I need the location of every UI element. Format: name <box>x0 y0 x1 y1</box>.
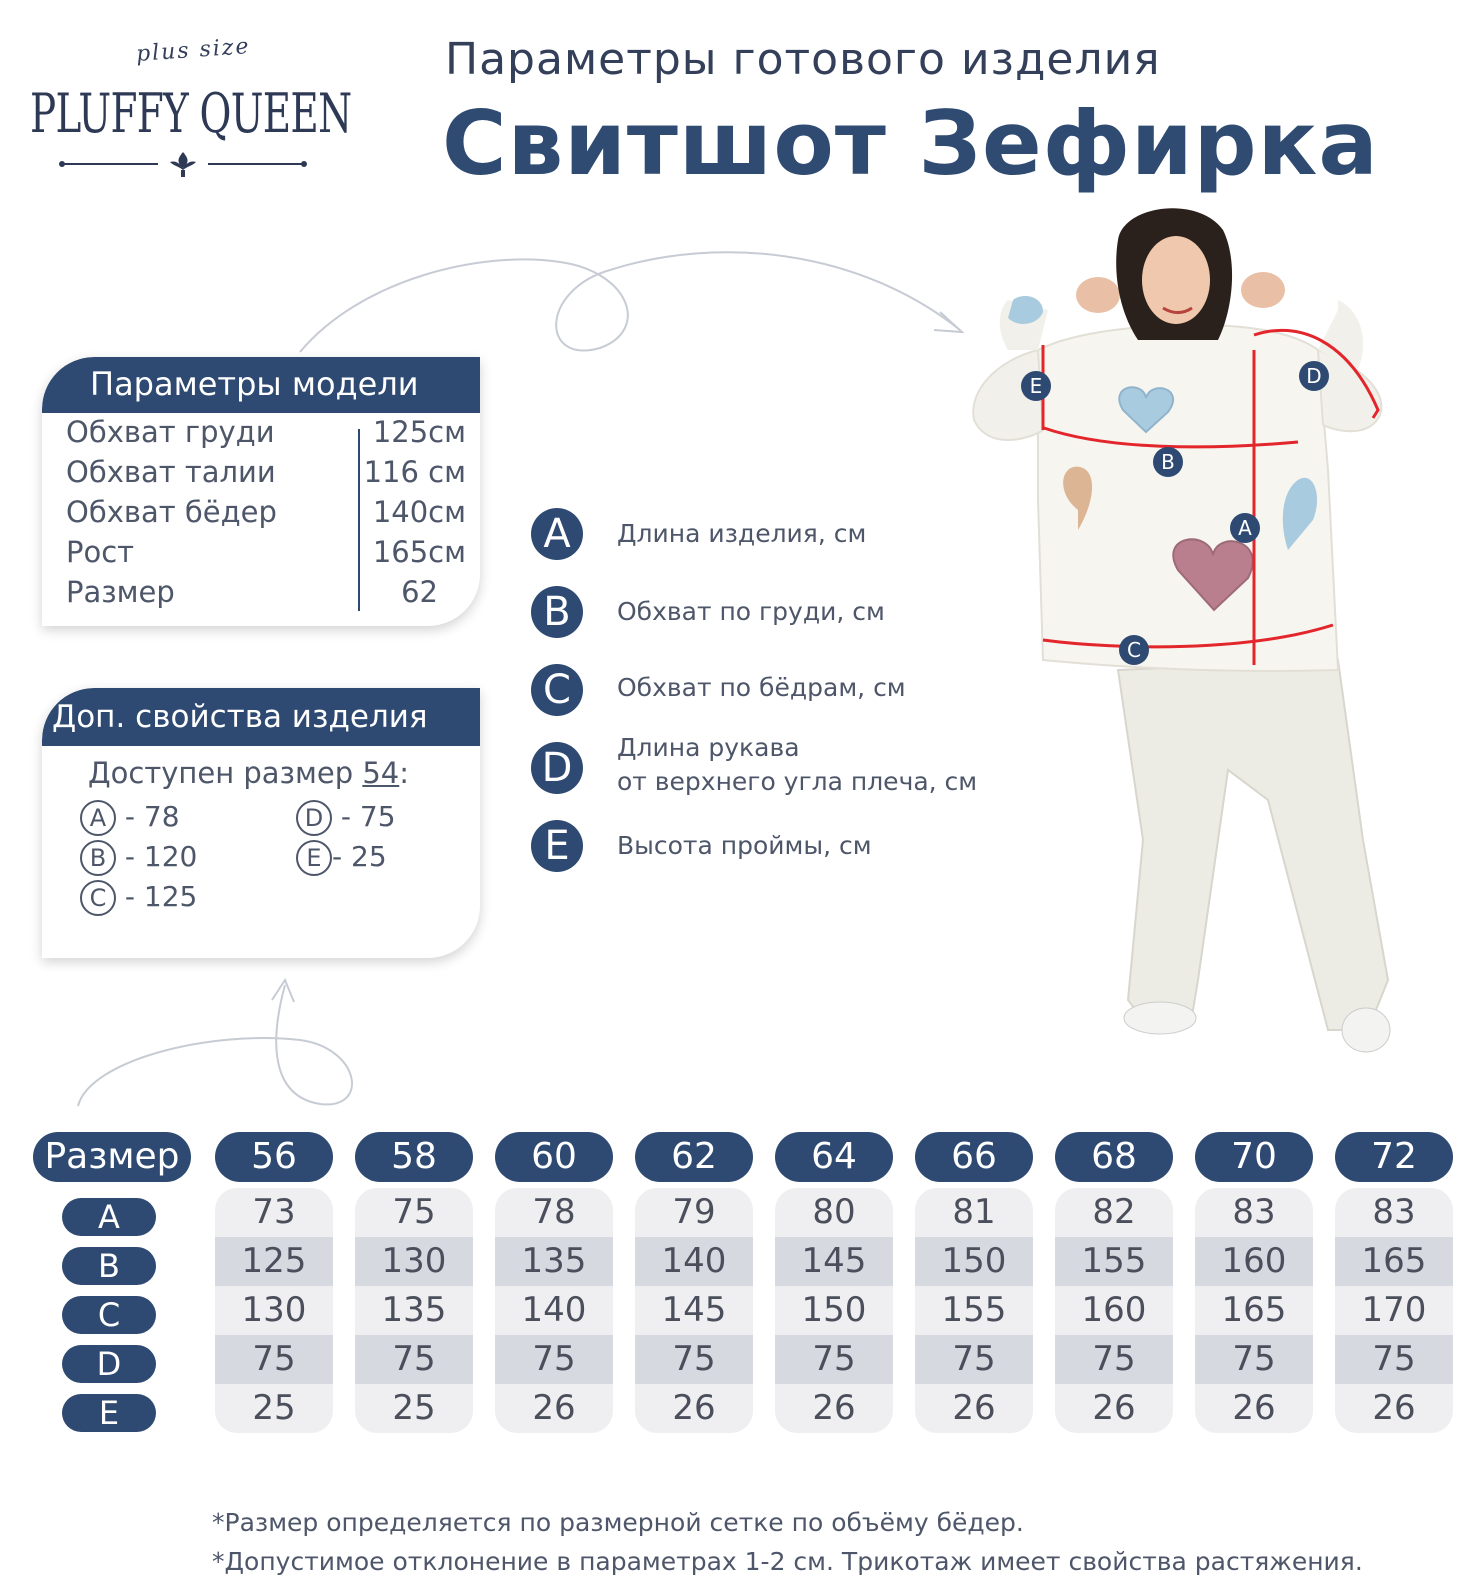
size-header: 70 <box>1195 1132 1313 1182</box>
table-cell: 125 <box>215 1237 333 1286</box>
model-param-label: Обхват талии <box>66 455 276 489</box>
size-column <box>915 1188 1033 1433</box>
available-suffix: : <box>399 756 410 790</box>
size-header: 68 <box>1055 1132 1173 1182</box>
available-prefix: Доступен размер <box>88 756 363 790</box>
table-cell: 26 <box>532 1388 576 1428</box>
svg-text:E: E <box>1029 374 1043 398</box>
legend-c-text: Обхват по бёдрам, см <box>617 673 906 702</box>
available-size: 54 <box>362 756 400 790</box>
model-param-label: Размер <box>66 575 175 609</box>
size-column <box>1055 1188 1173 1433</box>
divider <box>358 429 360 611</box>
extra-value-d <box>296 800 396 836</box>
table-cell: 165 <box>1335 1237 1453 1286</box>
table-cell: 83 <box>1372 1192 1416 1232</box>
extra-properties-panel <box>42 688 480 958</box>
letter-e-circle: E <box>296 840 332 876</box>
brand-tagline: plus size <box>135 34 252 67</box>
legend-b-circle: B <box>531 586 583 638</box>
footnote: *Размер определяется по размерной сетке по объёму бёдер. <box>212 1508 1024 1537</box>
table-cell: 75 <box>392 1192 436 1232</box>
row-label-e: E <box>62 1394 156 1432</box>
size-header: 56 <box>215 1132 333 1182</box>
letter-a-circle: A <box>80 800 116 836</box>
table-cell: 26 <box>1372 1388 1416 1428</box>
model-param-value: 140см <box>372 495 466 529</box>
size-column <box>775 1188 893 1433</box>
table-cell: 75 <box>915 1335 1033 1384</box>
model-param-label: Обхват груди <box>66 415 275 449</box>
extra-value-c <box>80 880 197 916</box>
available-size-text <box>88 756 409 790</box>
legend-c-circle: C <box>531 664 583 716</box>
size-column <box>355 1188 473 1433</box>
table-cell: 140 <box>521 1290 587 1330</box>
table-cell: 78 <box>532 1192 576 1232</box>
table-cell: 75 <box>215 1335 333 1384</box>
model-param-value: 116 см <box>363 455 466 489</box>
extra-value-b <box>80 840 197 876</box>
legend-a-circle: A <box>531 508 583 560</box>
svg-text:A: A <box>1238 516 1252 540</box>
size-header: 72 <box>1335 1132 1453 1182</box>
extra-value: - 120 <box>124 840 198 873</box>
legend-d-text: Длина рукава <box>617 733 800 762</box>
size-column <box>635 1188 753 1433</box>
table-cell: 75 <box>635 1335 753 1384</box>
letter-b-circle: B <box>80 840 116 876</box>
size-column <box>1335 1188 1453 1433</box>
table-cell: 26 <box>672 1388 716 1428</box>
model-param-label: Обхват бёдер <box>66 495 277 529</box>
table-cell: 75 <box>1055 1335 1173 1384</box>
size-header: 64 <box>775 1132 893 1182</box>
footnote: *Допустимое отклонение в параметрах 1-2 см. Трикотаж имеет свойства растяжения. <box>212 1547 1363 1576</box>
legend-b-text: Обхват по груди, см <box>617 597 885 626</box>
table-cell: 26 <box>1092 1388 1136 1428</box>
table-cell: 25 <box>252 1388 296 1428</box>
model-param-value: 125см <box>372 415 466 449</box>
table-cell: 75 <box>1335 1335 1453 1384</box>
table-cell: 82 <box>1092 1192 1136 1232</box>
table-cell: 130 <box>355 1237 473 1286</box>
size-header: 58 <box>355 1132 473 1182</box>
extra-value: - 25 <box>332 840 387 873</box>
table-cell: 26 <box>952 1388 996 1428</box>
row-label-d: D <box>62 1345 156 1383</box>
row-label-c: C <box>62 1296 156 1334</box>
table-cell: 80 <box>812 1192 856 1232</box>
page-title: Свитшот Зефирка <box>442 92 1379 195</box>
table-cell: 73 <box>252 1192 296 1232</box>
model-photo <box>968 200 1438 1080</box>
size-header: 60 <box>495 1132 613 1182</box>
table-cell: 165 <box>1221 1290 1287 1330</box>
extra-value: - 75 <box>340 800 396 833</box>
legend-e-circle: E <box>531 820 583 872</box>
table-cell: 83 <box>1232 1192 1276 1232</box>
table-cell: 81 <box>952 1192 996 1232</box>
extra-value-a <box>80 800 180 836</box>
table-cell: 145 <box>775 1237 893 1286</box>
table-cell: 135 <box>381 1290 447 1330</box>
model-param-value: 62 <box>401 575 438 609</box>
letter-d-circle: D <box>296 800 332 836</box>
table-cell: 150 <box>915 1237 1033 1286</box>
svg-text:D: D <box>1306 364 1322 388</box>
brand-logo: PLUFFY QUEEN <box>30 82 352 145</box>
table-cell: 135 <box>495 1237 613 1286</box>
model-params-title: Параметры модели <box>42 357 480 413</box>
page-subtitle: Параметры готового изделия <box>445 34 1161 85</box>
table-cell: 25 <box>392 1388 436 1428</box>
size-column <box>1195 1188 1313 1433</box>
size-column <box>495 1188 613 1433</box>
table-cell: 75 <box>775 1335 893 1384</box>
extra-value: - 125 <box>124 880 198 913</box>
legend-d-text-2: от верхнего угла плеча, см <box>617 767 978 796</box>
table-cell: 170 <box>1361 1290 1427 1330</box>
extra-value-e <box>296 840 387 876</box>
table-cell: 155 <box>1055 1237 1173 1286</box>
table-cell: 145 <box>661 1290 727 1330</box>
table-cell: 160 <box>1081 1290 1147 1330</box>
size-label: Размер <box>33 1132 191 1182</box>
table-cell: 150 <box>801 1290 867 1330</box>
table-cell: 75 <box>355 1335 473 1384</box>
table-cell: 26 <box>1232 1388 1276 1428</box>
table-cell: 79 <box>672 1192 716 1232</box>
table-cell: 75 <box>495 1335 613 1384</box>
table-cell: 26 <box>812 1388 856 1428</box>
row-label-a: A <box>62 1198 156 1236</box>
legend-d-circle: D <box>531 742 583 794</box>
model-params-panel <box>42 357 480 626</box>
legend-a-text: Длина изделия, см <box>617 519 867 548</box>
model-param-label: Рост <box>66 535 135 569</box>
size-column <box>215 1188 333 1433</box>
letter-c-circle: C <box>80 880 116 916</box>
size-header: 66 <box>915 1132 1033 1182</box>
table-cell: 140 <box>635 1237 753 1286</box>
svg-text:C: C <box>1127 638 1141 662</box>
legend-e-text: Высота проймы, см <box>617 831 872 860</box>
table-cell: 160 <box>1195 1237 1313 1286</box>
extra-value: - 78 <box>124 800 180 833</box>
table-cell: 130 <box>241 1290 307 1330</box>
size-header: 62 <box>635 1132 753 1182</box>
row-label-b: B <box>62 1247 156 1285</box>
table-cell: 155 <box>941 1290 1007 1330</box>
table-cell: 75 <box>1195 1335 1313 1384</box>
extra-properties-title: Доп. свойства изделия <box>42 688 480 746</box>
model-param-value: 165см <box>372 535 466 569</box>
svg-text:B: B <box>1161 450 1175 474</box>
